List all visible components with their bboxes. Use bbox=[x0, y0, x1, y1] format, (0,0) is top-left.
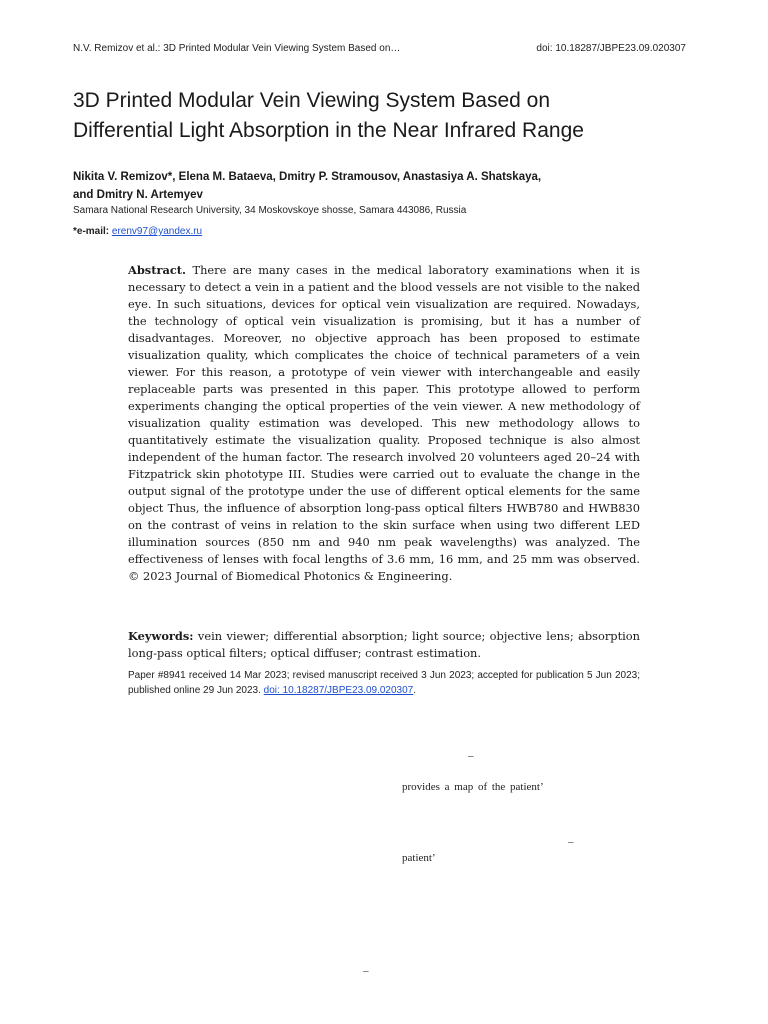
received-text: Paper #8941 received 14 Mar 2023; revised manuscript received 3 Jun 2023; accepted for publication 5 Jun 2023; published online 29 Jun 2023. bbox=[128, 670, 640, 696]
keywords bbox=[128, 628, 640, 662]
keywords-label: Keywords: bbox=[128, 629, 194, 643]
title-line-1: 3D Printed Modular Vein Viewing System Based on bbox=[73, 89, 551, 112]
email-link[interactable]: erenv97@yandex.ru bbox=[111, 226, 203, 237]
running-header-left: N.V. Remizov et al.: 3D Printed Modular Vein Viewing System Based on… bbox=[73, 43, 401, 54]
affiliation: Samara National Research University, 34 Moskovskoye shosse, Samara 443086, Russia bbox=[73, 205, 467, 216]
fragment-map-text: provides a map of the patient’ bbox=[402, 781, 544, 793]
fragment-patient: patient’ bbox=[402, 852, 436, 864]
keywords-text: vein viewer; differential absorption; light source; objective lens; absorption long-pass optical filters; optical diffuser; contrast estimation. bbox=[128, 629, 641, 660]
paper-title bbox=[73, 86, 713, 146]
abstract-label: Abstract. bbox=[128, 263, 187, 277]
fragment-dash-3: – bbox=[363, 965, 369, 977]
fragment-dash-2: – bbox=[568, 836, 574, 848]
fragment-dash-1: – bbox=[468, 750, 474, 762]
abstract bbox=[128, 262, 640, 585]
doi-link[interactable]: doi: 10.18287/JBPE23.09.020307 bbox=[263, 685, 414, 696]
authors-line-2: and Dmitry N. Artemyev bbox=[73, 189, 203, 201]
abstract-text: There are many cases in the medical laboratory examinations when it is necessary to detect a vein in a patient and the blood vessels are not visible to the naked eye. In such situations, devices for optical vein visualization are required. Nowadays, the technology of optical vein visualization is promising, but it has a number of disadvantages. Moreover, no objective approach has been proposed to estimate visualization quality, which complicates the choice of technical parameters of a vein viewer. For this reason, a prototype of vein viewer with interchangeable and easily replaceable parts was presented in this paper. This prototype allowed to perform experiments changing the optical properties of the vein viewer. A new methodology of visualization quality estimation was developed. This new methodology allows to quantitatively estimate the visualization quality. Proposed technique is also almost independent of the human factor. The research involved 20 volunteers aged 20–24 with Fitzpatrick skin phototype III. Studies were carried out to evaluate the change in the output signal of the prototype under the use of different optical elements for the same object Thus, the influence of absorption long-pass optical filters HWB780 and HWB830 on the contrast of veins in relation to the skin surface when using two different LED illumination sources (850 nm and 940 nm peak wavelengths) was analyzed. The effectiveness of lenses with focal lengths of 3.6 mm, 16 mm, and 25 mm was observed. © 2023 Journal of Biomedical Photonics & Engineering. bbox=[128, 263, 640, 583]
received-info bbox=[128, 668, 640, 698]
corresponding-email bbox=[73, 225, 202, 239]
title-line-2: Differential Light Absorption in the Near Infrared Range bbox=[73, 119, 584, 142]
received-end: . bbox=[413, 685, 417, 696]
email-label: *e-mail: bbox=[73, 226, 110, 237]
authors bbox=[73, 168, 673, 204]
running-header-doi: doi: 10.18287/JBPE23.09.020307 bbox=[536, 43, 686, 54]
authors-line-1: Nikita V. Remizov*, Elena M. Bataeva, Dmitry P. Stramousov, Anastasiya A. Shatskaya, bbox=[73, 171, 542, 183]
